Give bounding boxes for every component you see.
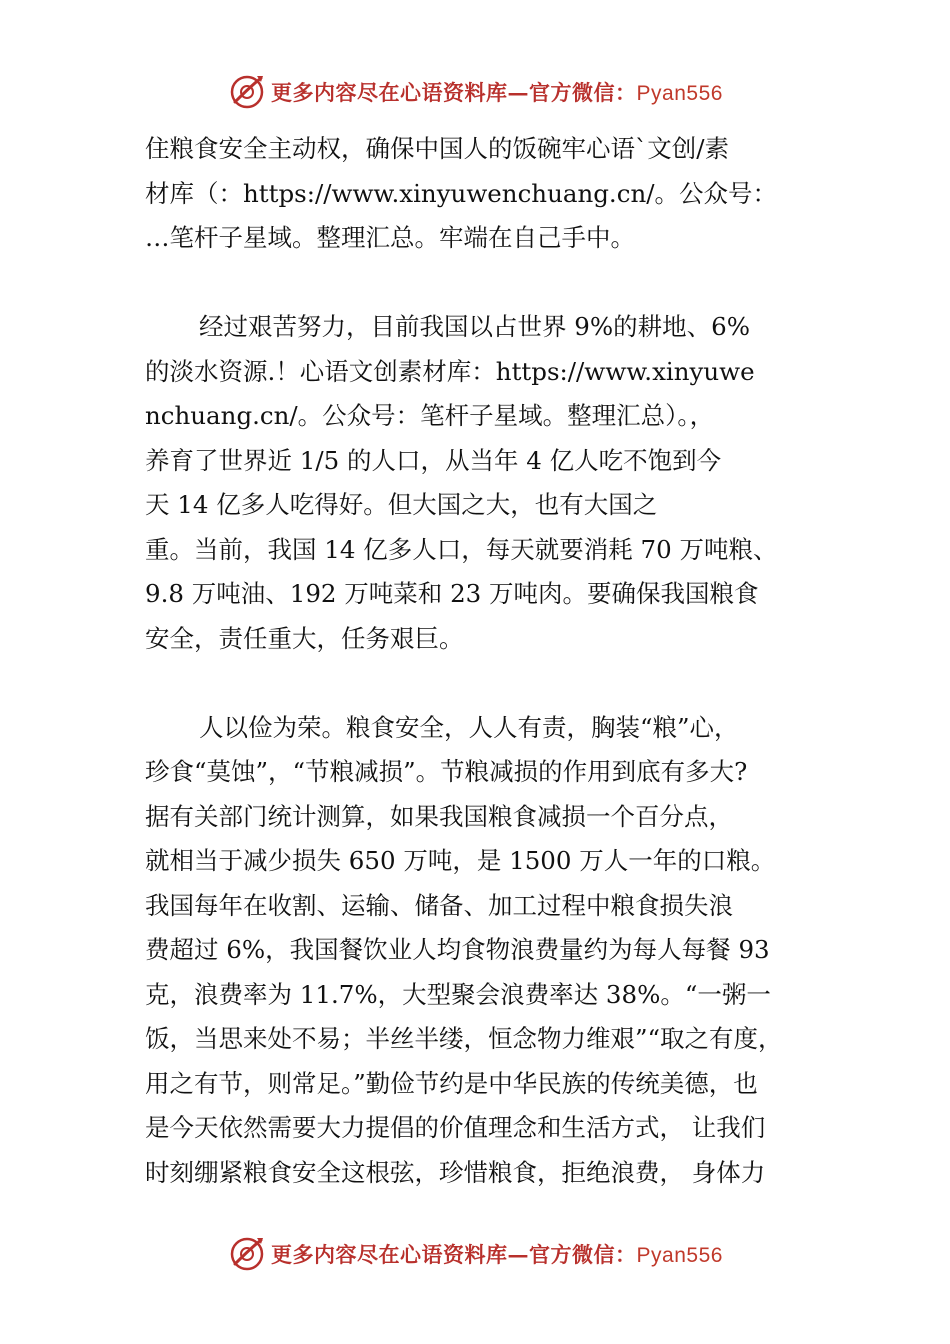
paragraph-gap bbox=[145, 661, 835, 706]
paragraph-1 bbox=[145, 127, 835, 261]
wechat-id: Pyan556 bbox=[636, 82, 723, 105]
paragraph-gap bbox=[145, 261, 835, 306]
banner-text: 更多内容尽在心语资料库—官方微信：Pyan556 bbox=[271, 80, 723, 105]
text-line: 9.8 万吨油、192 万吨菜和 23 万吨肉。要确保我国粮食 bbox=[145, 579, 759, 608]
paragraph-2 bbox=[145, 305, 835, 661]
paragraph-3 bbox=[145, 706, 835, 1196]
text-line: 就相当于减少损失 650 万吨，是 1500 万人一年的口粮。 bbox=[145, 846, 776, 875]
text-line: 天 14 亿多人吃得好。但大国之大，也有大国之 bbox=[145, 490, 658, 519]
document-body bbox=[145, 127, 835, 1195]
text-line: 克，浪费率为 11.7%，大型聚会浪费率达 38%。“一粥一 bbox=[145, 979, 771, 1009]
text-line: 的淡水资源.！心语文创素材库：https://www.xinyuwe bbox=[145, 356, 755, 386]
text-line: 人以俭为荣。粮食安全，人人有责，胸装“粮”心， bbox=[199, 712, 739, 742]
text-line: 珍食“莫蚀”，“节粮减损”。节粮减损的作用到底有多大? bbox=[145, 757, 748, 786]
text-line: 住粮食安全主动权，确保中国人的饭碗牢心语`文创/素 bbox=[145, 134, 730, 163]
text-line: 重。当前，我国 14 亿多人口，每天就要消耗 70 万吨粮、 bbox=[145, 534, 778, 564]
footer-banner bbox=[0, 1232, 950, 1276]
text-line: nchuang.cn/。公众号：笔杆子星域。整理汇总）。， bbox=[145, 401, 715, 430]
header-banner bbox=[0, 70, 950, 114]
text-line: …笔杆子星域。整理汇总。牢端在自己手中。 bbox=[145, 223, 635, 252]
text-line: 材库（：https://www.xinyuwenchuang.cn/。公众号： bbox=[145, 178, 777, 208]
text-line: 据有关部门统计测算，如果我国粮食减损一个百分点， bbox=[145, 801, 733, 831]
text-line: 是今天依然需要大力提倡的价值理念和生活方式， 让我们 bbox=[145, 1113, 766, 1142]
banner-text: 更多内容尽在心语资料库—官方微信：Pyan556 bbox=[271, 1242, 723, 1267]
text-line: 用之有节，则常足。”勤俭节约是中华民族的传统美德，也 bbox=[145, 1068, 758, 1098]
text-line: 经过艰苦努力，目前我国以占世界 9%的耕地、6% bbox=[199, 312, 751, 341]
text-line: 安全，责任重大，任务艰巨。 bbox=[145, 623, 464, 653]
text-line: 养育了世界近 1/5 的人口，从当年 4 亿人吃不饱到今 bbox=[145, 445, 722, 475]
text-line: 时刻绷紧粮食安全这根弦，珍惜粮食，拒绝浪费， 身体力 bbox=[145, 1157, 766, 1187]
brand-logo-icon bbox=[227, 72, 267, 112]
text-line: 费超过 6%，我国餐饮业人均食物浪费量约为每人每餐 93 bbox=[145, 935, 770, 964]
brand-logo-icon bbox=[227, 1234, 267, 1274]
wechat-id: Pyan556 bbox=[636, 1244, 723, 1267]
text-line: 我国每年在收割、运输、储备、加工过程中粮食损失浪 bbox=[145, 890, 733, 920]
text-line: 饭，当思来处不易；半丝半缕，恒念物力维艰”“取之有度， bbox=[145, 1024, 783, 1053]
